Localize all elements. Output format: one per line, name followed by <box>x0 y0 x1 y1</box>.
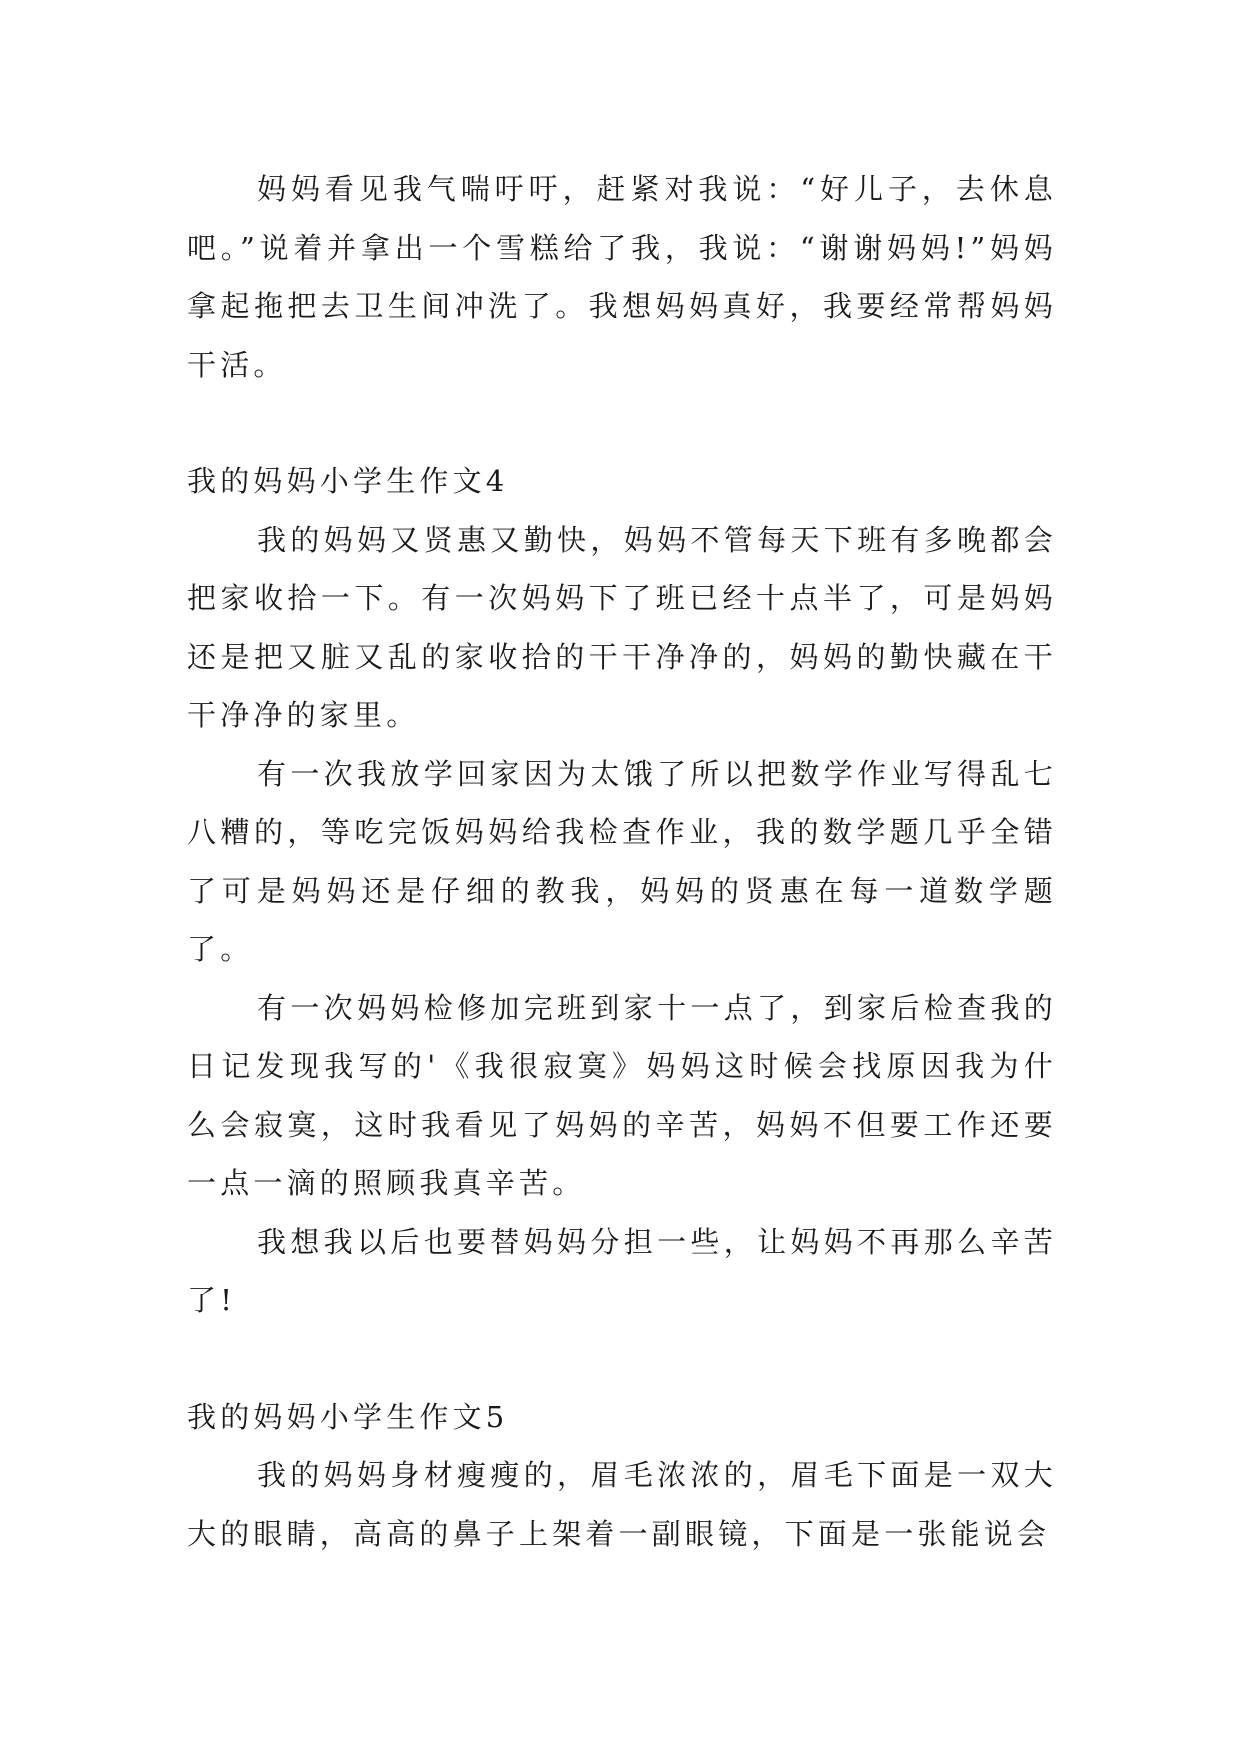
paragraph-mom-appearance: 我的妈妈身材瘦瘦的，眉毛浓浓的，眉毛下面是一双大大的眼睛，高高的鼻子上架着一副眼镜，下面是一张能说会 <box>187 1458 1057 1551</box>
paragraph-mom-rest: 妈妈看见我气喘吁吁，赶紧对我说：“好儿子，去休息吧。”说着并拿出一个雪糕给了我，我说：“谢谢妈妈!”妈妈拿起拖把去卫生间冲洗了。我想妈妈真好，我要经常帮妈妈干活。 <box>187 172 1057 382</box>
essay-heading-5: 我的妈妈小学生作文5 <box>187 1399 509 1434</box>
paragraph-mom-diligent: 我的妈妈又贤惠又勤快，妈妈不管每天下班有多晚都会把家收拾一下。有一次妈妈下了班已经十点半了，可是妈妈还是把又脏又乱的家收拾的干干净净的，妈妈的勤快藏在干干净净的家里。 <box>187 522 1057 732</box>
paragraph-math-homework: 有一次我放学回家因为太饿了所以把数学作业写得乱七八糟的，等吃完饭妈妈给我检查作业，我的数学题几乎全错了可是妈妈还是仔细的教我，妈妈的贤惠在每一道数学题了。 <box>187 756 1057 966</box>
document-body <box>187 160 1057 1563</box>
paragraph-diary: 有一次妈妈检修加完班到家十一点了，到家后检查我的日记发现我写的'《我很寂寞》妈妈这时候会找原因我为什么会寂寞，这时我看见了妈妈的辛苦，妈妈不但要工作还要一点一滴的照顾我真辛苦。 <box>187 990 1057 1200</box>
paragraph-share-burden: 我想我以后也要替妈妈分担一些，让妈妈不再那么辛苦了! <box>187 1224 1057 1317</box>
essay-heading-4: 我的妈妈小学生作文4 <box>187 464 509 498</box>
